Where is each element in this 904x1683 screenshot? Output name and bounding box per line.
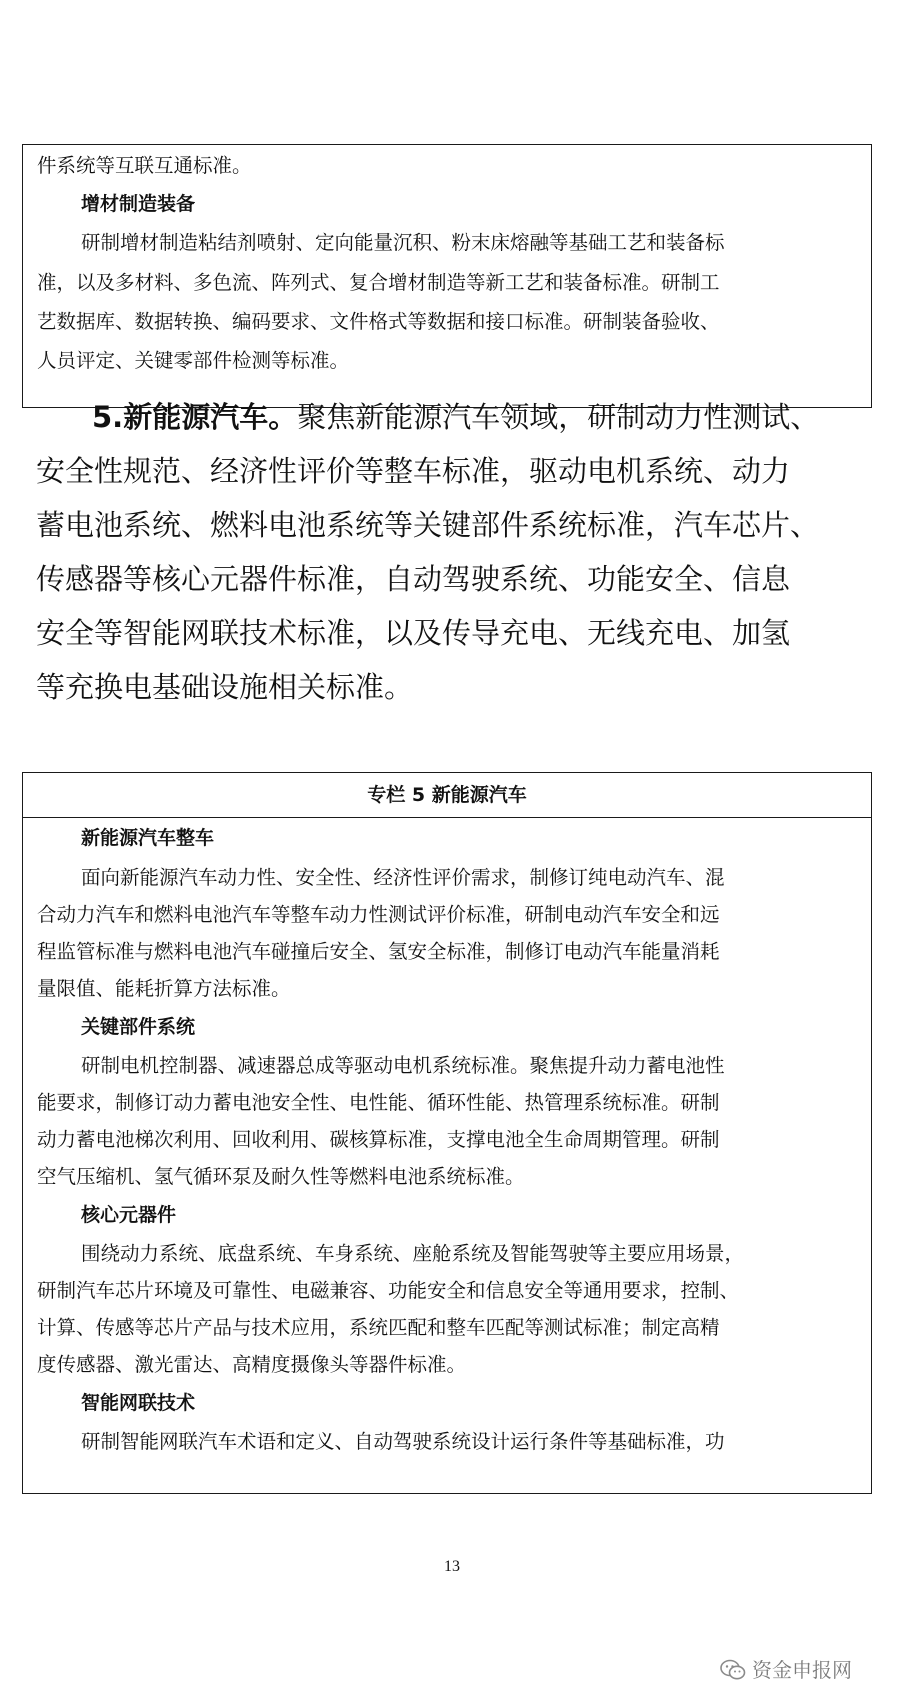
wechat-icon (720, 1659, 746, 1681)
box-bottom-line-12: 围绕动力系统、底盘系统、车身系统、座舱系统及智能驾驶等主要应用场景， (81, 1242, 745, 1265)
top-column-box (22, 144, 872, 408)
main-paragraph-line-6: 等充换电基础设施相关标准。 (36, 670, 414, 704)
main-paragraph-line-5: 安全等智能网联技术标准，以及传导充电、无线充电、加氢 (36, 616, 791, 650)
column-title: 专栏 5 新能源汽车 (23, 773, 871, 818)
box-bottom-line-15: 度传感器、激光雷达、高精度摄像头等器件标准。 (37, 1353, 467, 1376)
column-5-box (22, 772, 872, 1494)
page-number: 13 (444, 1558, 460, 1575)
watermark-text: 资金申报网 (752, 1658, 852, 1682)
box-top-line-5: 艺数据库、数据转换、编码要求、文件格式等数据和接口标准。研制装备验收、 (37, 310, 720, 333)
box-bottom-line-8: 能要求，制修订动力蓄电池安全性、电性能、循环性能、热管理系统标准。研制 (37, 1091, 720, 1114)
box-bottom-line-17: 研制智能网联汽车术语和定义、自动驾驶系统设计运行条件等基础标准，功 (81, 1430, 725, 1453)
section-lead: 5.新能源汽车。 (92, 400, 298, 434)
main-paragraph-line-4: 传感器等核心元器件标准，自动驾驶系统、功能安全、信息 (36, 562, 791, 596)
heading-key-components: 关键部件系统 (81, 1016, 196, 1038)
main-line-1-text: 聚焦新能源汽车领域，研制动力性测试、 (297, 400, 820, 434)
box-bottom-line-14: 计算、传感等芯片产品与技术应用，系统匹配和整车匹配等测试标准；制定高精 (37, 1316, 720, 1339)
watermark (720, 1654, 852, 1683)
main-paragraph-line-1 (92, 390, 819, 444)
box-bottom-line-13: 研制汽车芯片环境及可靠性、电磁兼容、功能安全和信息安全等通用要求，控制、 (37, 1279, 740, 1302)
box-bottom-line-5: 量限值、能耗折算方法标准。 (37, 977, 291, 1000)
box-top-line-3: 研制增材制造粘结剂喷射、定向能量沉积、粉末床熔融等基础工艺和装备标 (81, 231, 725, 254)
box-bottom-line-7: 研制电机控制器、减速器总成等驱动电机系统标准。聚焦提升动力蓄电池性 (81, 1054, 725, 1077)
box-bottom-line-2: 面向新能源汽车动力性、安全性、经济性评价需求，制修订纯电动汽车、混 (81, 866, 725, 889)
box-bottom-line-3: 合动力汽车和燃料电池汽车等整车动力性测试评价标准，研制电动汽车安全和远 (37, 903, 720, 926)
main-paragraph-line-2: 安全性规范、经济性评价等整车标准，驱动电机系统、动力 (36, 454, 791, 488)
box-bottom-line-9: 动力蓄电池梯次利用、回收利用、碳核算标准，支撑电池全生命周期管理。研制 (37, 1128, 720, 1151)
box-top-line-6: 人员评定、关键零部件检测等标准。 (37, 349, 350, 372)
heading-additive-manufacturing: 增材制造装备 (81, 193, 196, 215)
box-top-line-4: 准，以及多材料、多色流、阵列式、复合增材制造等新工艺和装备标准。研制工 (37, 271, 720, 294)
box-bottom-line-10: 空气压缩机、氢气循环泵及耐久性等燃料电池系统标准。 (37, 1165, 525, 1188)
box-bottom-line-4: 程监管标准与燃料电池汽车碰撞后安全、氢安全标准，制修订电动汽车能量消耗 (37, 940, 720, 963)
heading-vehicle: 新能源汽车整车 (81, 827, 215, 849)
box-top-line-1: 件系统等互联互通标准。 (37, 154, 252, 177)
main-paragraph-line-3: 蓄电池系统、燃料电池系统等关键部件系统标准，汽车芯片、 (36, 508, 820, 542)
heading-core-components: 核心元器件 (81, 1204, 177, 1226)
heading-intelligent-connected: 智能网联技术 (81, 1392, 196, 1414)
